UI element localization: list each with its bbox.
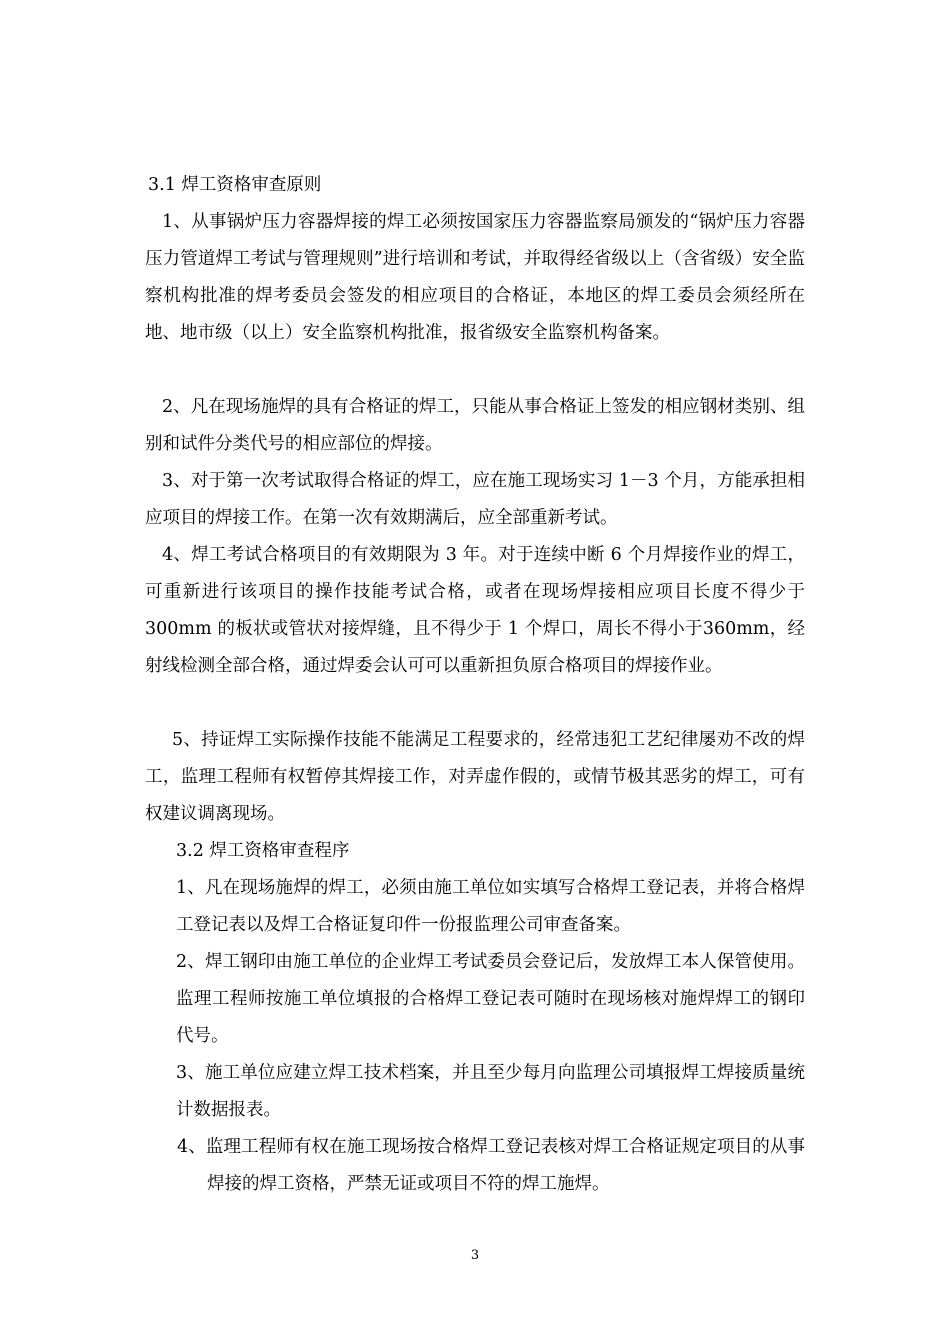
paragraph-3-2-item-2: 2、焊工钢印由施工单位的企业焊工考试委员会登记后，发放焊工本人保管使用。监理工程师按施工单位填报的合格焊工登记表可随时在现场核对施焊焊工的钢印代号。: [176, 952, 805, 1046]
paragraph-3-1-item-2: 2、凡在现场施焊的具有合格证的焊工，只能从事合格证上签发的相应钢材类别、组别和试件分类代号的相应部位的焊接。: [145, 397, 805, 454]
page-number: 3: [470, 1248, 480, 1263]
paragraph-3-1-item-1: 1、从事锅炉压力容器焊接的焊工必须按国家压力容器监察局颁发的“锅炉压力容器压力管道焊工考试与管理规则”进行培训和考试，并取得经省级以上（含省级）安全监察机构批准的焊考委员会签发的相应项目的合格证，本地区的焊工委员会须经所在地、地市级（以上）安全监察机构批准，报省级安全监察机构备案。: [145, 212, 805, 343]
paragraph-3-2-item-4: 4、监理工程师有权在施工现场按合格焊工登记表核对焊工合格证规定项目的从事焊接的焊工资格，严禁无证或项目不符的焊工施焊。: [177, 1137, 805, 1194]
paragraph-3-2-item-1: 1、凡在现场施焊的焊工，必须由施工单位如实填写合格焊工登记表，并将合格焊工登记表以及焊工合格证复印件一份报监理公司审查备案。: [176, 878, 805, 935]
paragraph-3-1-item-3: 3、对于第一次考试取得合格证的焊工，应在施工现场实习 1－3 个月，方能承担相应项目的焊接工作。在第一次有效期满后，应全部重新考试。: [145, 471, 805, 528]
paragraph-3-1-item-5: 5、持证焊工实际操作技能不能满足工程要求的，经常违犯工艺纪律屡劝不改的焊工，监理工程师有权暂停其焊接工作，对弄虚作假的，或情节极其恶劣的焊工，可有权建议调离现场。: [145, 730, 805, 824]
section-heading-3-2: 3.2 焊工资格审查程序: [176, 841, 350, 861]
paragraph-3-2-item-3: 3、施工单位应建立焊工技术档案，并且至少每月向监理公司填报焊工焊接质量统计数据报表。: [176, 1063, 805, 1120]
paragraph-3-1-item-4: 4、焊工考试合格项目的有效期限为 3 年。对于连续中断 6 个月焊接作业的焊工，可重新进行该项目的操作技能考试合格，或者在现场焊接相应项目长度不得少于 300mm 的板状或管状对接焊缝，且不得少于 1 个焊口，周长不得小于360mm，经射线检测全部合格，通过焊委会认可可以重新担负原合格项目的焊接作业。: [145, 545, 805, 676]
section-heading-3-1: 3.1 焊工资格审查原则: [148, 175, 322, 195]
